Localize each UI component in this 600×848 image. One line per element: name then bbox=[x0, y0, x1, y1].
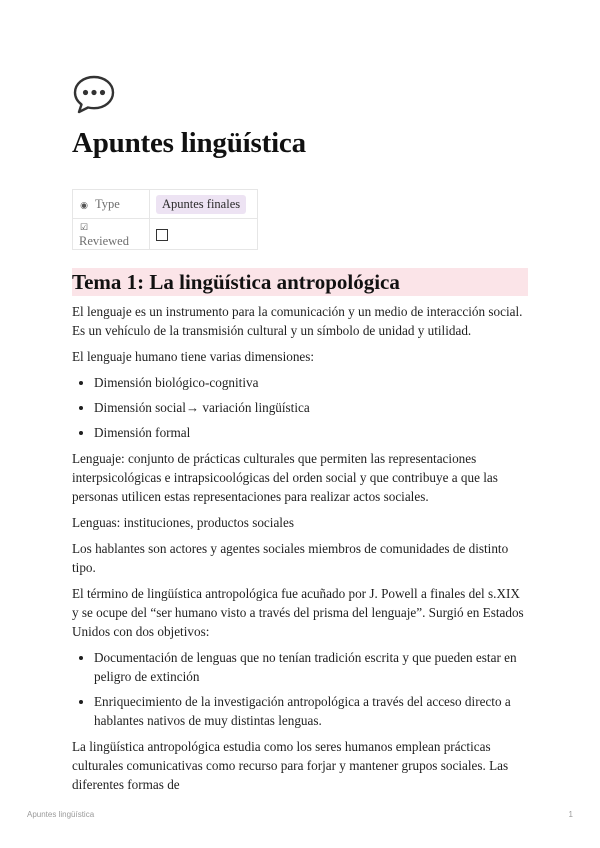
type-tag[interactable]: Apuntes finales bbox=[156, 195, 246, 214]
speech-bubble-icon bbox=[72, 74, 116, 114]
footer-title: Apuntes lingüística bbox=[27, 810, 95, 819]
paragraph: La lingüística antropológica estudia como los seres humanos emplean prácticas culturales comunicativas como recurso para forjar y mantener grupos sociales. Las diferentes formas de bbox=[72, 739, 509, 792]
checkbox-prop-icon: ☑ bbox=[79, 222, 89, 232]
paragraph: Lenguaje: conjunto de prácticas culturales que permiten las representaciones interpsicológicas e intrapsicoológicas del orden social y que contribuye a que las personas utilicen estas representaciones para realizar actos sociales. bbox=[72, 451, 498, 504]
property-row-reviewed bbox=[73, 219, 258, 250]
bullet-list bbox=[72, 648, 528, 730]
property-row-type bbox=[73, 190, 258, 219]
page-body bbox=[72, 302, 528, 801]
paragraph: Los hablantes son actores y agentes sociales miembros de comunidades de distinto tipo. bbox=[72, 541, 509, 575]
select-icon: ◉ bbox=[80, 199, 88, 210]
reviewed-checkbox[interactable] bbox=[156, 229, 168, 241]
paragraph: El lenguaje humano tiene varias dimensiones: bbox=[72, 349, 315, 364]
bullet-list bbox=[72, 373, 528, 442]
property-value-reviewed[interactable] bbox=[150, 219, 258, 250]
page-title: Apuntes lingüística bbox=[72, 127, 306, 159]
list-item: • Documentación de lenguas que no tenían tradición escrita y que pueden estar en peligro de extinción bbox=[94, 648, 528, 686]
list-item: • Dimensión biológico-cognitiva bbox=[94, 373, 528, 392]
page-number: 1 bbox=[568, 810, 573, 819]
property-value-type[interactable] bbox=[150, 190, 258, 219]
section-heading: Tema 1: La lingüística antropológica bbox=[72, 268, 528, 296]
property-key-type: ◉ Type bbox=[73, 190, 150, 219]
page-footer bbox=[27, 810, 573, 819]
list-item: • Dimensión formal bbox=[94, 423, 528, 442]
list-item: • Enriquecimiento de la investigación antropológica a través del acceso directo a hablantes nativos de muy distintas lenguas. bbox=[94, 692, 528, 730]
paragraph: El término de lingüística antropológica fue acuñado por J. Powell a finales del s.XIX y se ocupe del “ser humano visto a través del prisma del lenguaje”. Surgió en Estados Unidos con dos objetivos: bbox=[72, 586, 524, 639]
paragraph: El lenguaje es un instrumento para la comunicación y un medio de interacción social. Es un vehículo de la transmisión cultural y un símbolo de unidad y utilidad. bbox=[72, 304, 523, 338]
properties-table bbox=[72, 189, 258, 250]
paragraph: Lenguas: instituciones, productos sociales bbox=[72, 515, 294, 530]
property-key-reviewed: ☑Reviewed bbox=[73, 219, 150, 250]
list-item: • Dimensión social→ variación lingüística bbox=[94, 398, 528, 417]
